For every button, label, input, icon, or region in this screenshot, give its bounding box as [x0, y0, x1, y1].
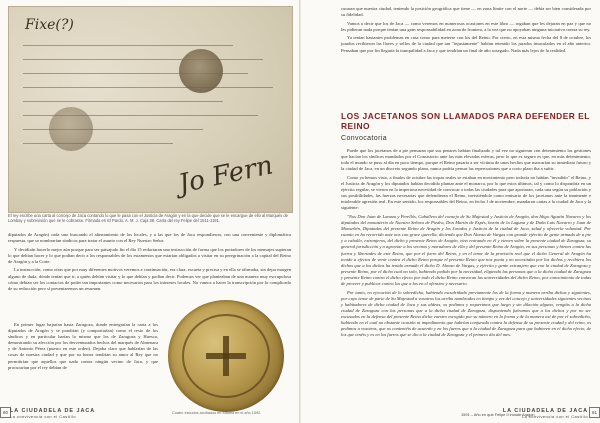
- wax-seal-icon: [179, 49, 223, 93]
- quoted-document: "Nos Don Juan de Lanuza y Perellós, Caballero del consejo de Su Majestad y Justicia de Aragón, don Iñigo Agustín Navarro y los diputados del monasterio de Nuestra Señora de Piedra, Don Martín de Espés, barón de la Laguna y de Doña Luis Navarro y Juan de Monseñén, Diputados del presente Reino de Aragón y los Jurados y Justicia de la ciudad de Jaca, salud y ofrecerla voluntad. Por cuanto en ha recorrido ante nos con grave querella, diciendo que Don Alonso de Vargas con grande ejército de gente armada de a pie y a caballo, extranjeros, del dicho y presente Reino de Aragón, vino entrando en él y vienen sobre la presente ciudad de Zaragoza, su general jurisdicción y a agraviar a los vecinos y moradores de ella y del presente Reino de Aragón, en sus personas y bienes contra las fueros y libertades de este Reino, que por el fuero del Reino, y en el tenor de la provisión real que el dicho General de Aragón ha tenido a efectos de venir contra el dicho Reino porque el presente Reino que nos ponía y no necesitaba por los dichos y recibiera los dichos que a los dichos ha tenido armado el dicho D. Alonso de Vargas, y ejército y gente extranjero que con la ciudad de Zaragoza y presente Reino, por el dicho cual no solo, habiendo pedido por la necesidad, eligiendo las personas que a la dicha ciudad de Zaragoza y presente Reino contra el dicho efecto por todo el dicho Reino convocan las universidades del dicho Reino, por conocimiento de todas de proveer y publicar contra los que a los en el ofensivo y necesario.: [341, 213, 591, 286]
- body-text-right-top: [341, 6, 591, 56]
- paragraph: Vamos a decir que los de Jaca — como veremos en numerosas ocasiones en este libro — rogaban que les dejaran en paz y que no les pidieran nada porque tenían una gran responsabilidad en zona de frontera, a la vez que no apoyaban ninguna iniciativa contra su rey.: [341, 20, 591, 32]
- subsection-title: Convocatoria: [341, 135, 388, 142]
- body-text-right-main: [341, 148, 591, 341]
- paragraph: En primer lugar bajarían hasta Zaragoza, donde entregarían la carta a los diputados de Aragón y se pondrían (y comportarían) como el resto de los síndicos y en particular harían lo mismo que los de Zaragoza y Huesca, demostrando su afección por los desventurados hechos del marqués de Almenara y de Antonio Pérez (puesto en este orden). Dejaba claro que hablarían de las cosas de nuestra ciudad y que por su honor tendrían su amor al Rey que no permitirían que aquellos que nada contra ningún vecino de Jaca, y que procurarían por el rey debían de: [8, 322, 158, 370]
- page-number: 80: [0, 407, 11, 418]
- paragraph: Y decidirán hacerlo mejor aún porque para ser paisajudo fin el día 15 redactaran una instrucción de forma que los portadores de los mensajes supieran lo que debían hacer y lo que podían decir a los responsables de los estamentos que estarían obligados a visitar en su peregrinación a la capital del Reino de Aragón y a la Corte.: [8, 246, 291, 264]
- manuscript-heading: Fixe(?): [25, 17, 74, 33]
- footer-title: LA CIUDADELA DE JACA: [502, 408, 588, 414]
- page-number: 81: [589, 407, 600, 418]
- paragraph: diputados de Aragón) cada uno buscando el alineamiento de los locales, y a las que los de Jaca respondieron, con una conveniente y diplomática respuesta, que se nombrarían síndicos para tratar el asunto con el Rey Nuestro Señor.: [8, 232, 291, 244]
- cross-icon: [206, 336, 246, 376]
- manuscript-signature: Jo Fern: [176, 150, 277, 200]
- paragraph: La instrucción, como otras que por muy diferentes motivos veremos a continuación, era clara, escueta y precisa y en ella se afirmaba, sin dejar margen alguno de duda, dónde tenían que ir, a quién debían visitar y lo que debían y podían decir. Podemos ver que planteaban de una manera muy escrupulosa cómo debían ser los contactos de poder tan importantes como necesarios para los intereses locales. No vamos a hacer la transcripción por lo complicado de su redacción pero sí presentaremos un resumen.: [8, 267, 291, 291]
- gold-coin-image: [168, 300, 284, 412]
- manuscript-image: [8, 6, 293, 213]
- coin-caption: Cuatro escudos acuñados en Madrid en el año 1592.: [172, 411, 262, 415]
- footer-left: [10, 408, 95, 419]
- footer-subtitle: La convivencia con el Castillo: [10, 414, 77, 419]
- image-caption: El rey escribe una carta al concejo de Jaca contando lo que le pasa con el Justicia de Aragón y en la que decide que se le encargue de ello al Marqués de Lombay y sobrevisión que se le cobrasse. Firmada en El Pardo, A. M. J. Caja 38. Carta del rey Felipe del 1511-1191.: [8, 213, 288, 223]
- paragraph: Como ya hemos visto, a finales de octubre las tropas reales se estaban en movimiento pero todavía no habían "invadido" el Reino, y el Justicia de Aragón y los diputados habían decidido plantar ante el monarca, por lo que estos últimos, tal y como lo dispondría en un ejército regular, se vieron en la imperiosa necesidad de convocar a todas las ciudades para que aportaran, cada una según su población y sus posibilidades, las fuerzas necesarias que defendieran el Reino, invistiéndole como emisario de los jacetanos ante la inminente e intolerable agresión real. En este sentido, los responsables del Reino, en fecha 1 de noviembre, mandaron cartas a la ciudad de Jaca y la siguiente:: [341, 174, 591, 211]
- footer-period: 1591 – Año en que Felipe II invade Aragón: [461, 412, 535, 417]
- footer-title: LA CIUDADELA DE JACA: [10, 408, 96, 414]
- paragraph: curaran que nuestra ciudad, teniendo la posición geográfica que tiene — en zona límite con el norte — debía ser bien considerada por su fidelidad.: [341, 6, 591, 18]
- right-page: [301, 0, 600, 423]
- footer-subtitle: La convivencia con el Castillo: [521, 414, 588, 419]
- paragraph: Puede que los jacetanos de a pie pensaran que sus penares habían finalizado y tal vez no siguieran con detenimiento las gestiones que hacían los síndicos mandados por el Consistorio ante las más elevadas esferas, pero lo que es seguro es que, en más detenimiento, todo el mundo se puso al día en poco tiempo, porque el Reino pasaría a ser víctima de unos hechos que marcarían su inmediato futuro y la ciudad de Jaca, en un discreto segundo plano, nunca podría pensar las repercusiones que a corto plazo iba a sufrir.: [341, 148, 591, 172]
- paragraph: Ya tenían bastantes problemas en casa como para meterse con los del Reino. Por cierto, en esta misma fecha del 8 de octubre, los jurados recibieron las llaves y sellos de la ciudad que tan "injustamente" habían retenido los jurados insaculados en el año anterior. Pensaban que por fin llegaría la tranquilidad a Jaca y que tendrían un final de año sosegado. Nada más lejos de la realidad.: [341, 35, 591, 53]
- body-text-left-lower: [8, 322, 158, 373]
- footer-right: [503, 408, 588, 419]
- paragraph: Por tanto, en ejecución de lo sobredicho, habiendo escudriñado previamente los de la forma y manera arriba dichas y siguientes, por cuyo tenor de parte de Su Majestad a vosotros los arriba nombrados en tiempo y vez del concejo y universidades siguientes vecinos y habitadores de dicha ciudad de Jaca y sus aldeas, os pedimos y requerimos que luego y sin dilación alguna, vengáis a la dicha ciudad de Zaragoza con las personas que a la dicha ciudad de Zaragoza, disponiendo fuéramos que a los dichos y por no ser excusados en la defensa del presente Reino dicho vuestro escogido por su número en la forma y de la manera así de por el sobredicho, habiendo en el cual no obstante ocasión ni impedimento que habrían conjurado contra la defensa de su presente ciudad y del reino, os pedimos a vosotros, que os contentéis de acuerdo y en los fueros que a la ciudad de Zaragoza para que hubieren en el dicho efecto, de los que tenéis y es en los fueros que se dio a la ciudad de Zaragoza y el primero día del mes.: [341, 289, 591, 338]
- left-page: [0, 0, 299, 423]
- wax-seal-icon: [49, 107, 93, 151]
- body-text-left-top: [8, 232, 291, 294]
- section-title: LOS JACETANOS SON LLAMADOS PARA DEFENDER EL REINO: [341, 111, 590, 131]
